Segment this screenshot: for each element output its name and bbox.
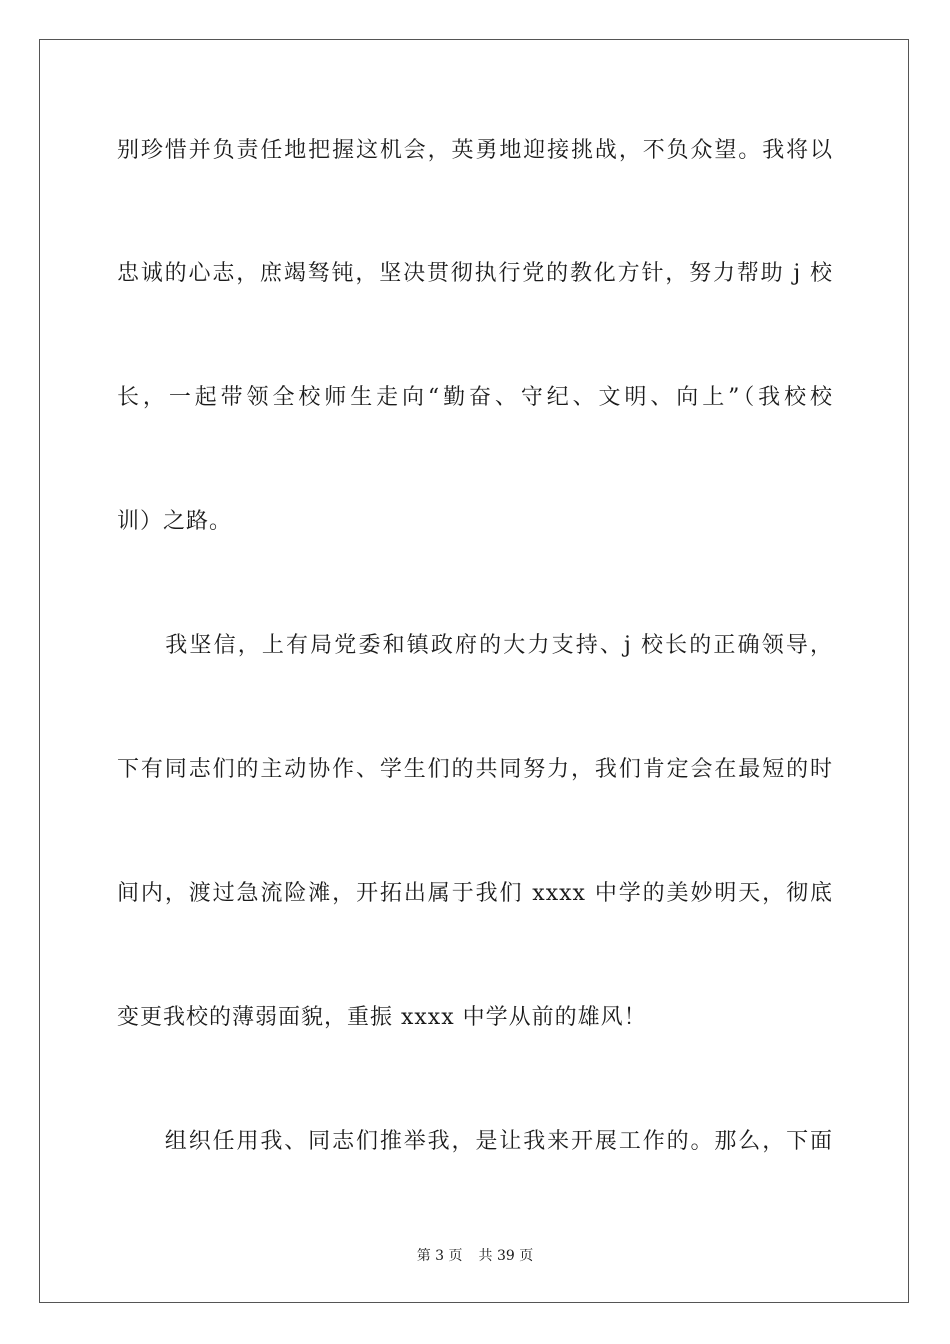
text-line: 间内，渡过急流险滩，开拓出属于我们 xxxx 中学的美妙明天，彻底 [117,881,833,906]
text-line: 变更我校的薄弱面貌，重振 xxxx 中学从前的雄风！ [117,1005,647,1030]
paragraph-start-line: 我坚信，上有局党委和镇政府的大力支持、j 校长的正确领导， [117,633,833,658]
current-page-label: 第 3 页 [416,1248,463,1264]
text-line: 别珍惜并负责任地把握这机会，英勇地迎接挑战，不负众望。我将以 [117,138,833,163]
page-border [39,39,909,1303]
text-line: 长，一起带领全校师生走向“勤奋、守纪、文明、向上”（我校校 [117,385,833,410]
text-line: 训）之路。 [117,509,233,534]
total-pages-label: 共 39 页 [478,1248,534,1264]
text-line: 下有同志们的主动协作、学生们的共同努力，我们肯定会在最短的时 [117,757,833,782]
page-footer [0,1246,950,1266]
paragraph-start-line: 组织任用我、同志们推举我，是让我来开展工作的。那么，下面 [117,1129,833,1154]
text-line: 忠诚的心志，庶竭驽钝，坚决贯彻执行党的教化方针，努力帮助 j 校 [117,261,833,286]
